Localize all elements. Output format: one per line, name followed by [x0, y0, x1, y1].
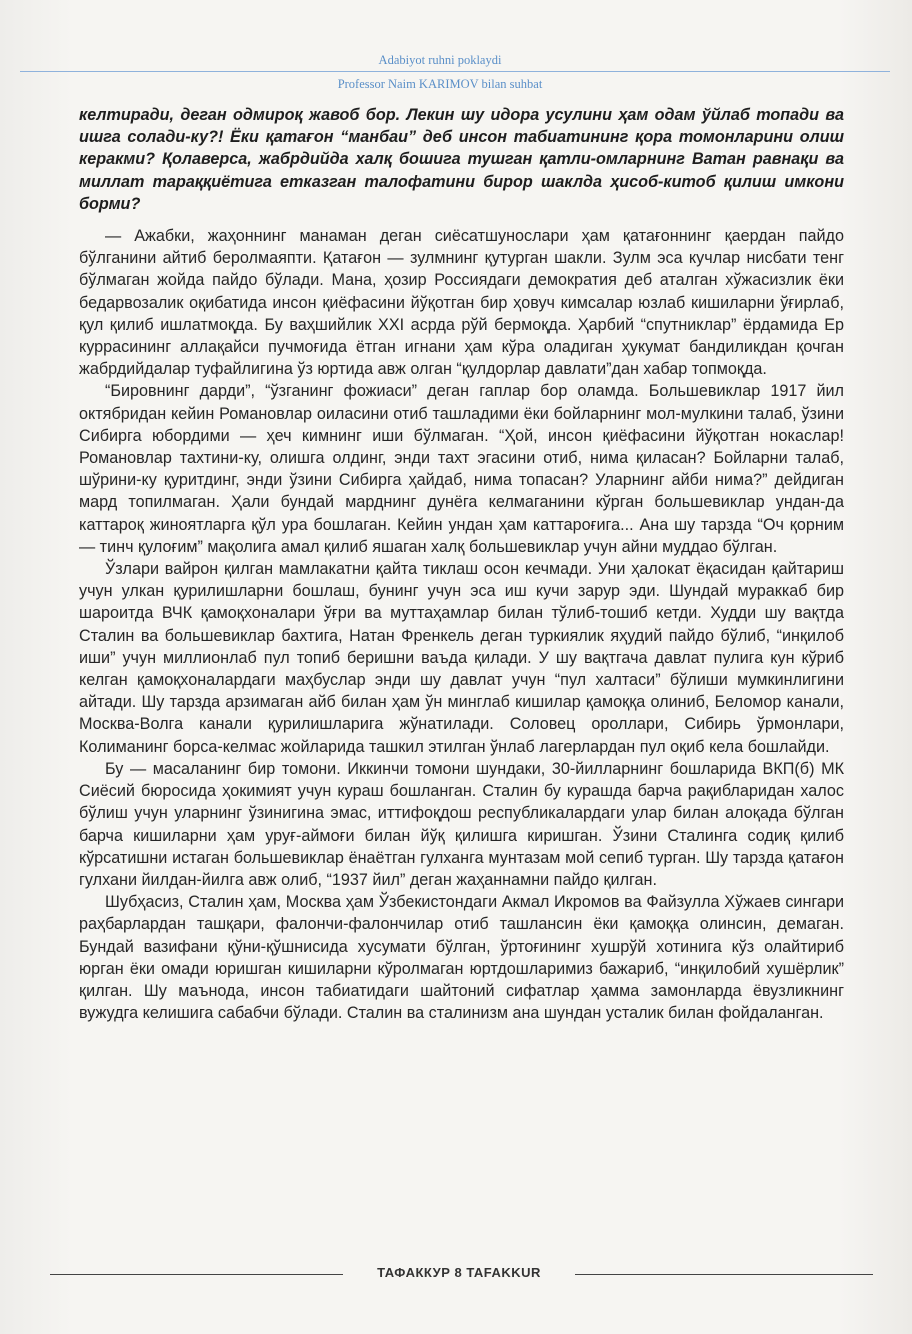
running-head-subtitle: Professor Naim KARIMOV bilan suhbat: [337, 77, 543, 91]
paragraph: — Ажабки, жаҳоннинг манаман деган сиёсатшунослари ҳам қатағоннинг қаердан пайдо бўлганини айтиб беролмаяпти. Қатағон — зулмнинг қутурган шакли. Зулм эса кучлар нисбати тенг бўлмаган жойда пайдо бўлади. Мана, ҳозир Россиядаги демократия деб аталган хўжасизлик ёки бедарвозалик оқибатида инсон қиёфасини йўқотган бир ҳовуч кимсалар юзлаб кишиларни ўғирлаб, қул қилиб ишлатмоқда. Бу ваҳшийлик XXI асрда рўй бермоқда. Ҳарбий “спутниклар” ёрдамида Ер куррасининг аллақайси пучмоғида ётган игнани ҳам кўра оладиган ҳукумат бандиликдан қочган жабрдийдалар туфайлигина ўз юртида авж олган “қулдорлар давлати”дан хабар топмоқда.: [79, 227, 844, 379]
page-footer: [0, 1263, 912, 1287]
question-lead: келтиради, деган одмироқ жавоб бор. Лекин шу идора усулини ҳам одам ўйлаб топади ва ишга солади-ку?! Ёки қатағон “манбаи” деб инсон табиатининг қора томонларини олиш керакми? Қолаверса, жабрдийда халқ бошига тушган қатли-омларнинг Ватан равнақи ва миллат тараққиётига етказган талофатини бирор шаклда ҳисоб-китоб қилиш имкони борми?: [79, 106, 844, 213]
paragraph: Ўзлари вайрон қилган мамлакатни қайта тиклаш осон кечмади. Уни ҳалокат ёқасидан қайтариш учун улкан қурилишларни бошлаш, бунинг учун эса иш кучи зарур эди. Шундай мураккаб бир шароитда ВЧК қамоқхоналари ўғри ва муттаҳамлар билан тўлиб-тошиб кетди. Худди шу вақтда Сталин ва большевиклар бахтига, Натан Френкель деган туркиялик яҳудий пайдо бўлиб, “инқилоб иши” учун миллионлаб пул топиб беришни ваъда қилади. У шу вақтгача давлат пулига кун кўриб келган қамоқхоналардаги маҳбуслар энди шу давлат учун “пул халтаси” бўлиши мумкинлигини айтади. Шу тарзда арзимаган айб билан ҳам ўн минглаб кишилар қамоққа олиниб, Беломор канали, Москва-Волга канали қурилишларига жўнатилади. Соловец ороллари, Сибирь ўрмонлари, Колиманинг борса-келмас жойларида ташкил этилган ўнлаб лагерлардан пул оқиб кела бошлайди.: [79, 560, 844, 756]
article-body: [79, 104, 844, 1024]
header-rule: [20, 71, 890, 72]
paragraph: Шубҳасиз, Сталин ҳам, Москва ҳам Ўзбекистондаги Акмал Икромов ва Файзулла Хўжаев сингари раҳбарлардан ташқари, фалончи-фалончилар отиб ташлансин ёки қамоққа олинсин, демаган. Бундай вазифани қўни-қўшнисида хусумати бўлган, ўртоғининг хушрўй хотинига кўз олайтириб юрган ёки омади юришган кишиларни кўролмаган юртдошларимиз бажариб, “инқилобий хушёрлик” қилган. Шу маънода, инсон табиатидаги шайтоний сифатлар ҳамма замонларда ёвузликнинг вужудга келишига сабабчи бўлади. Сталин ва сталинизм ана шундан усталик билан фойдаланган.: [79, 893, 844, 1023]
running-head-title: Adabiyot ruhni poklaydi: [378, 53, 502, 67]
footer-folio: ТАФАККУР 8 TAFAKKUR: [377, 1265, 541, 1280]
footer-rule-left: [50, 1274, 343, 1275]
footer-rule-right: [575, 1274, 873, 1275]
paragraph: Бу — масаланинг бир томони. Иккинчи томони шундаки, 30-йилларнинг бошларида ВКП(б) МК Сиёсий бюросида ҳокимият учун кураш бошланган. Сталин бу курашда барча рақибларидан халос бўлиш учун уларнинг ўзинигина эмас, иттифоқдош республикалардаги улар билан алоқада бўлган барча кишиларни ҳам уруғ-аймоғи билан йўқ қилишга киришган. Ўзини Сталинга содиқ қилиб кўрсатишни истаган большевиклар ёнаётган гулханга мунтазам мой сепиб турган. Шу тарзда қатағон гулхани йилдан-йилга авж олиб, “1937 йил” деган жаҳаннамни пайдо қилган.: [79, 759, 844, 889]
paragraph: “Бировнинг дарди”, “ўзганинг фожиаси” деган гаплар бор оламда. Большевиклар 1917 йил октябридан кейин Романовлар оиласини отиб ташладими ёки бойларнинг мол-мулкини талаб, ўзини Сибирга юбордими — ҳеч кимнинг иши бўлмаган. “Ҳой, инсон қиёфасини йўқотган нокаслар! Романовлар тахтини-ку, олишга олдинг, энди тахт эгасини отиб, нима қиласан? Бойларни талаб, шўрини-ку қуритдинг, энди ўзини Сибирга ҳайдаб, нима топасан? Уларнинг айби нима?” дейдиган мард топилмаган. Ҳали бундай марднинг дунёга келмаганини кўрган большевиклар ундан-да каттароқ жиноятларга қўл ура бошлаган. Кейин ундан ҳам каттароғига... Ана шу тарзда “Оч қорним — тинч қулоғим” мақолига амал қилиб яшаган халқ большевиклар учун айни муддао бўлган.: [79, 382, 844, 556]
